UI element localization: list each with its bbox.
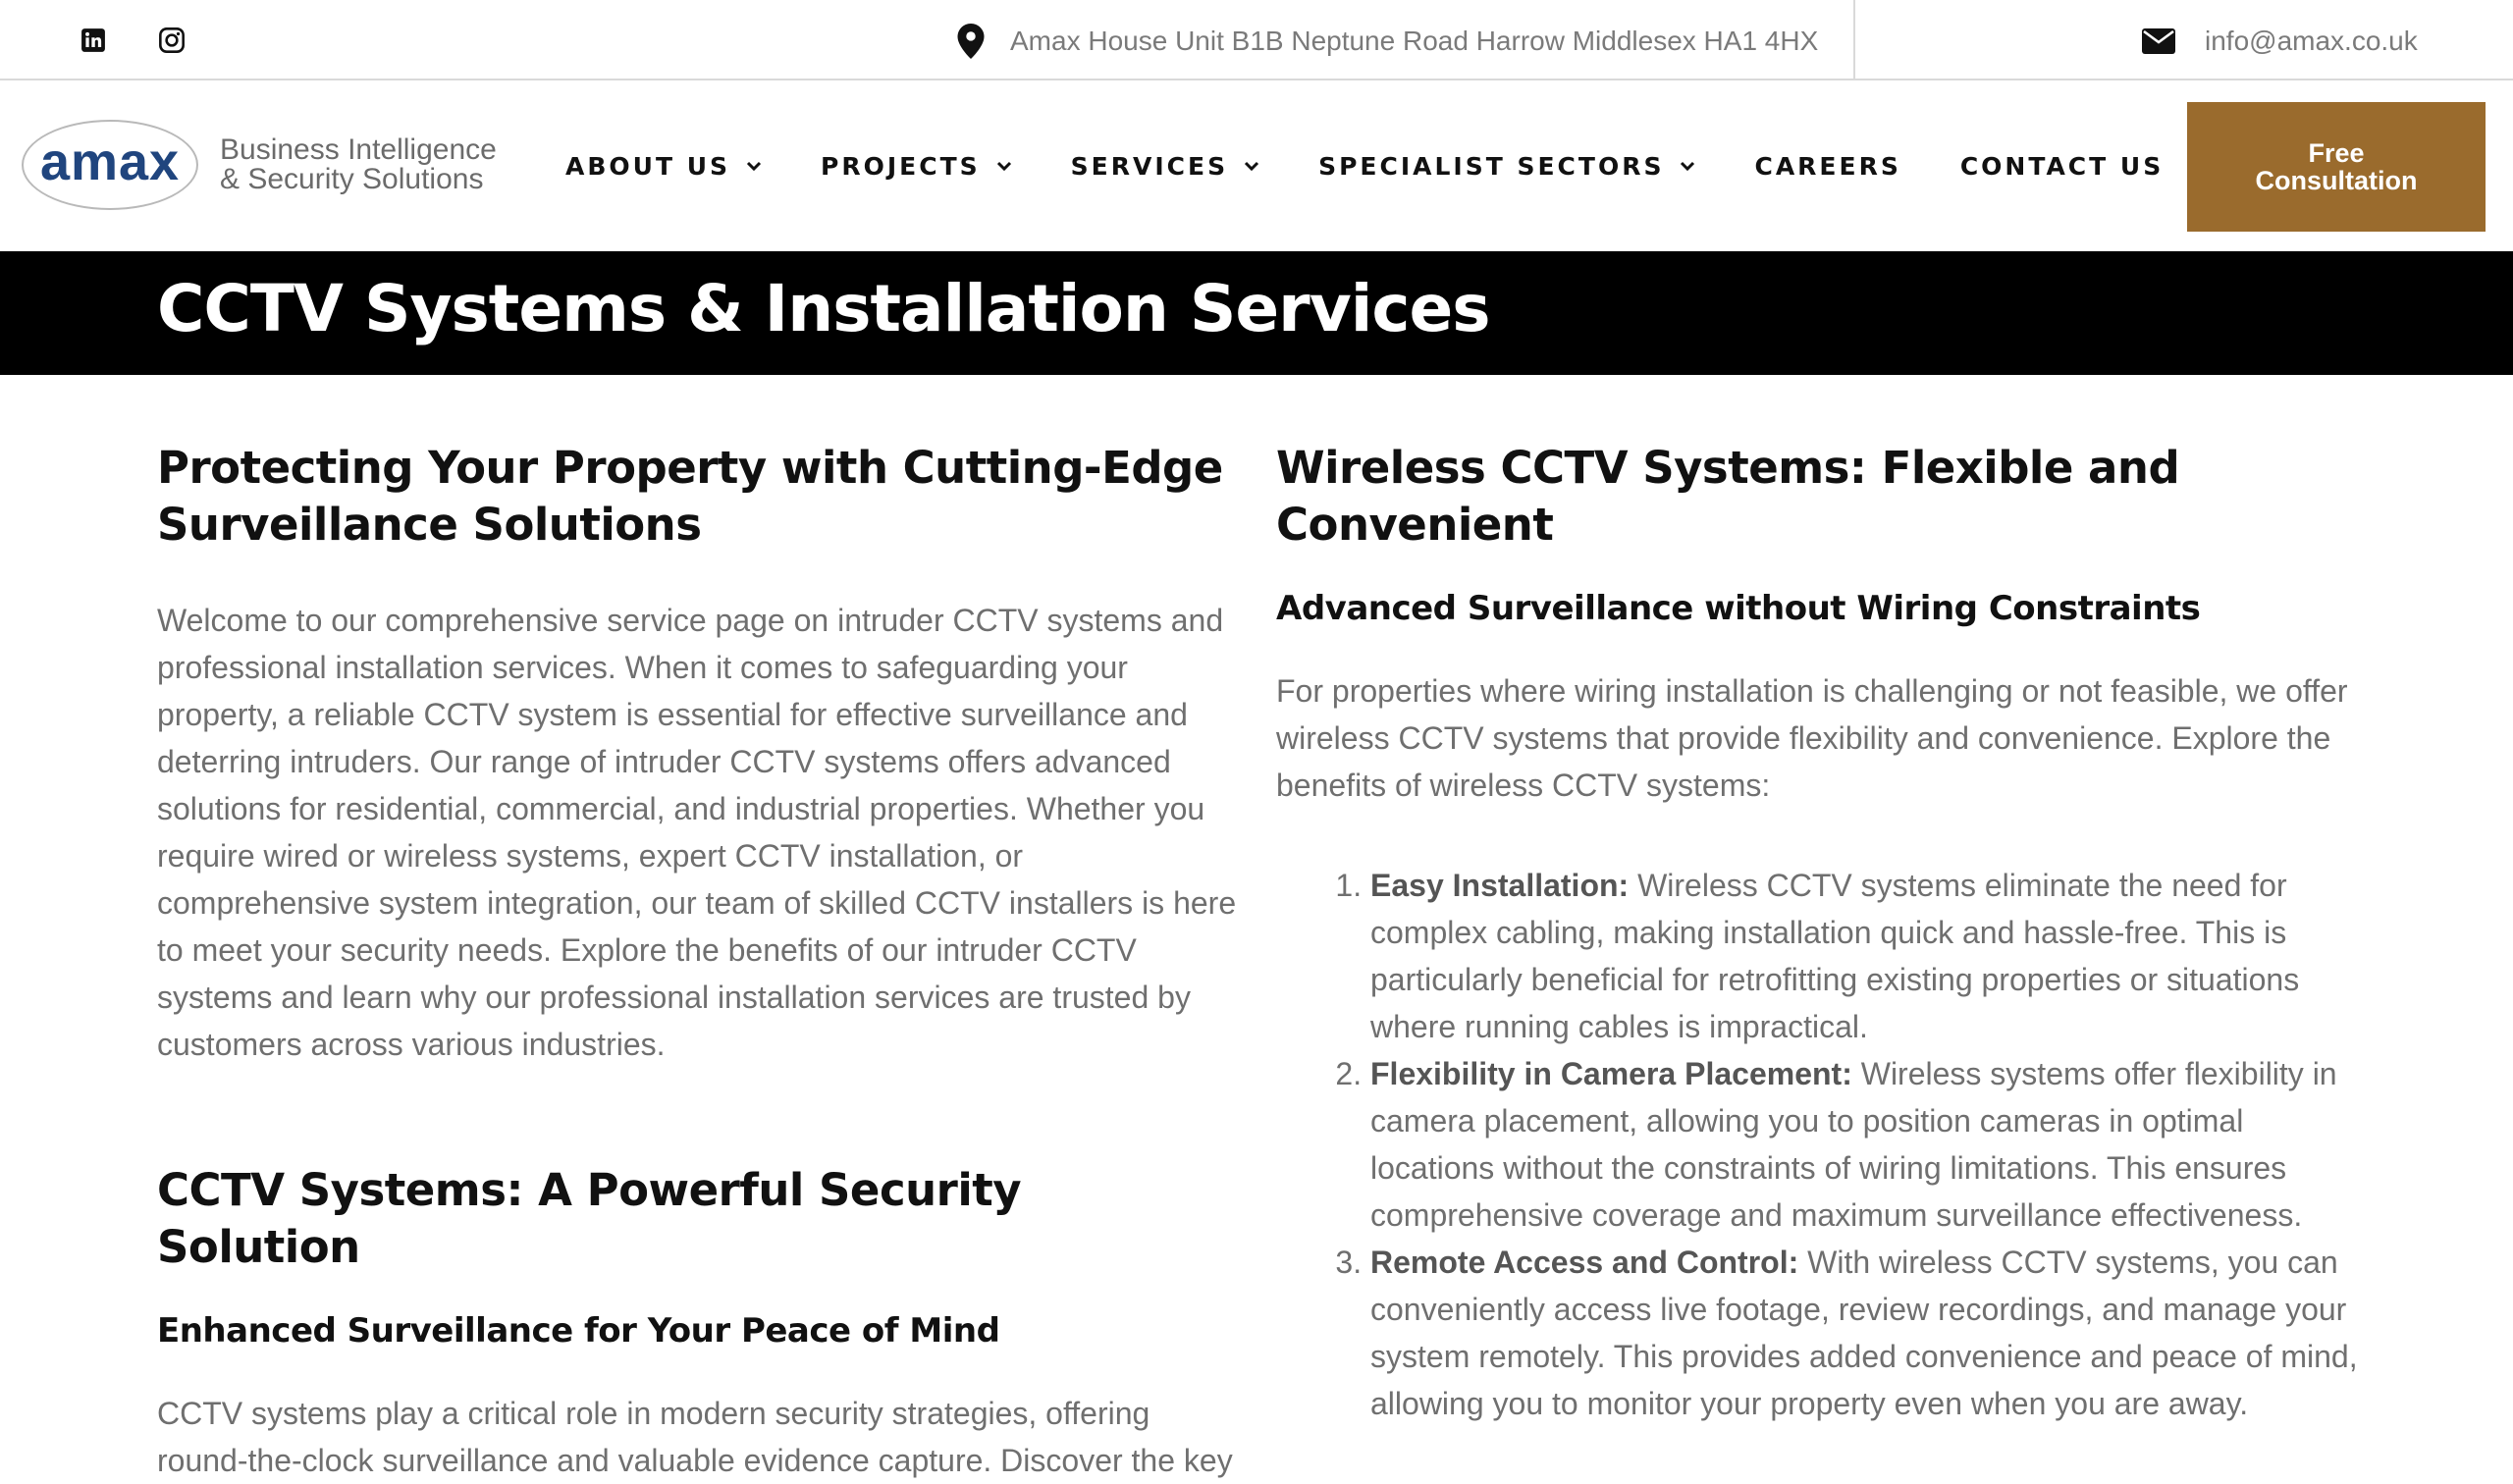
topbar-divider xyxy=(1853,0,1855,80)
instagram-icon[interactable] xyxy=(157,26,187,55)
site-logo[interactable] xyxy=(22,120,497,210)
logo-tagline-line2: & Security Solutions xyxy=(220,163,484,195)
subheading-enhanced-surveillance: Enhanced Surveillance for Your Peace of Mind xyxy=(157,1311,1000,1351)
subheading-advanced-surveillance: Advanced Surveillance without Wiring Constraints xyxy=(1276,589,2201,628)
envelope-icon xyxy=(2142,28,2175,54)
wireless-intro-paragraph: For properties where wiring installation is challenging or not feasible, we offer wireless CCTV systems that provide flexibility and convenience. Explore the benefits of wireless CCTV systems: xyxy=(1276,673,2348,803)
nav-label: SPECIALIST SECTORS xyxy=(1318,151,1665,181)
nav-item-projects[interactable] xyxy=(821,152,1012,181)
logo-tagline-line1: Business Intelligence xyxy=(220,133,497,166)
cctv-systems-paragraph: CCTV systems play a critical role in modern security strategies, offering round-the-clock surveillance and valuable evidence capture. Discover the key xyxy=(157,1396,1233,1478)
section-heading-wireless: Wireless CCTV Systems: Flexible and Convenient xyxy=(1276,442,2180,551)
address-block[interactable] xyxy=(957,20,1818,63)
main-nav xyxy=(565,80,2222,251)
nav-label: PROJECTS xyxy=(821,151,981,181)
logo-tagline xyxy=(220,135,497,194)
content-right-column xyxy=(1276,440,2366,1427)
section-heading-cctv-systems: CCTV Systems: A Powerful Security Solution xyxy=(157,1164,1022,1273)
list-item-title: Easy Installation: xyxy=(1370,868,1630,903)
nav-item-specialist-sectors[interactable] xyxy=(1318,152,1695,181)
section-heading-protecting: Protecting Your Property with Cutting-Edge Surveillance Solutions xyxy=(157,442,1223,551)
intro-paragraph: Welcome to our comprehensive service page on intruder CCTV systems and professional installation services. When it comes to safeguarding your property, a reliable CCTV system is essential for effective surveillance and deterring intruders. Our range of intruder CCTV systems offers advanced solutions for residential, commercial, and industrial properties. Whether you require wired or wireless systems, expert CCTV installation, or comprehensive system integration, our team of skilled CCTV installers is here to meet your security needs. Explore the benefits of our intruder CCTV systems and learn why our professional installation services are trusted by customers across various industries. xyxy=(157,603,1237,1062)
nav-label: CONTACT US xyxy=(1959,151,2165,181)
wireless-benefits-list xyxy=(1276,862,2366,1427)
cta-line1: Free xyxy=(2308,138,2365,168)
email-link[interactable]: info@amax.co.uk xyxy=(2205,26,2418,56)
cta-line2: Consultation xyxy=(2255,166,2418,195)
list-item-text: With wireless CCTV systems, you can conveniently access live footage, review recordings, and manage your system remotely. This provides added convenience and peace of mind, allowing you to monitor your property even when you are away. xyxy=(1370,1245,2358,1421)
list-item-title: Remote Access and Control: xyxy=(1370,1245,1799,1280)
map-pin-icon xyxy=(957,24,985,59)
linkedin-icon[interactable] xyxy=(79,26,108,55)
list-item-text: Wireless CCTV systems eliminate the need for complex cabling, making installation quick and hassle-free. This is particularly beneficial for retrofitting existing properties or situations where running cables is impractical. xyxy=(1370,868,2300,1044)
content-left-column xyxy=(157,440,1237,1484)
list-item xyxy=(1370,1050,2366,1239)
logo-mark xyxy=(22,120,198,210)
top-utility-bar xyxy=(0,0,2513,80)
nav-item-services[interactable] xyxy=(1071,152,1259,181)
site-header xyxy=(0,80,2513,251)
nav-label: SERVICES xyxy=(1070,151,1229,181)
nav-label: CAREERS xyxy=(1754,151,1901,181)
list-item-text: Wireless systems offer flexibility in camera placement, allowing you to position cameras in optimal locations without the constraints of wiring limitations. This ensures comprehensive coverage and maximum surveillance effectiveness. xyxy=(1370,1056,2337,1233)
free-consultation-button[interactable] xyxy=(2187,102,2486,232)
nav-label: ABOUT US xyxy=(565,151,731,181)
chevron-down-icon xyxy=(1680,161,1695,171)
page-hero xyxy=(0,251,2513,375)
chevron-down-icon xyxy=(1244,161,1259,171)
list-item-title: Flexibility in Camera Placement: xyxy=(1370,1056,1852,1091)
list-item xyxy=(1370,862,2366,1050)
nav-item-about-us[interactable] xyxy=(565,152,762,181)
logo-wordmark: amax xyxy=(39,132,181,191)
chevron-down-icon xyxy=(746,161,762,171)
nav-item-careers[interactable] xyxy=(1754,152,1900,181)
chevron-down-icon xyxy=(996,161,1012,171)
nav-item-contact-us[interactable] xyxy=(1960,152,2164,181)
address-text: Amax House Unit B1B Neptune Road Harrow Middlesex HA1 4HX xyxy=(1010,26,1819,56)
list-item xyxy=(1370,1239,2366,1427)
email-block[interactable] xyxy=(2142,20,2418,63)
page-title: CCTV Systems & Installation Services xyxy=(157,271,1490,346)
